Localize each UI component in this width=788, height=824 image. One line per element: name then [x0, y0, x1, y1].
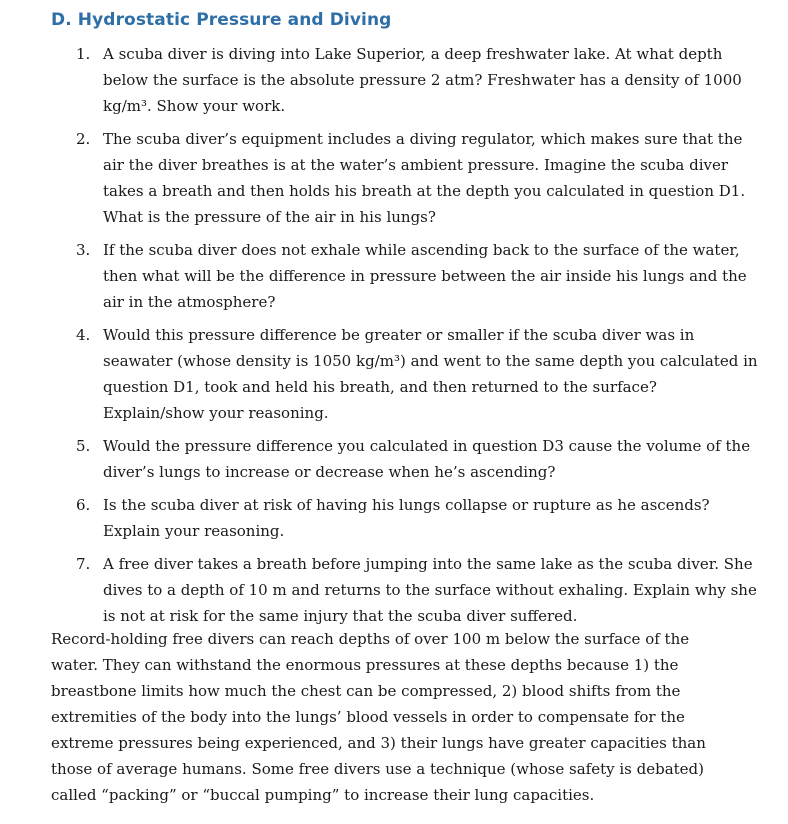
question-text: A scuba diver is diving into Lake Superior, a deep freshwater lake. At what depth below the surface is the absolute pressure 2 atm? Freshwater has a density of 1000 kg/m³. Show your work. [103, 45, 742, 115]
question-number: 4. [76, 326, 91, 344]
question-number: 2. [76, 130, 91, 148]
question-text: A free diver takes a breath before jumping into the same lake as the scuba diver. She dives to a depth of 10 m and returns to the surface without exhaling. Explain why she is not at risk for the same injury that the scuba diver suffered. [103, 555, 757, 625]
question-item-2 [0, 126, 788, 230]
question-number: 5. [76, 437, 91, 455]
question-number: 1. [76, 45, 91, 63]
question-item-3 [0, 237, 788, 315]
question-number: 3. [76, 241, 91, 259]
question-number: 7. [76, 555, 91, 573]
question-text: Would this pressure difference be greater or smaller if the scuba diver was in seawater (whose density is 1050 kg/m³) and went to the same depth you calculated in question D1, took and held his breath, and then returned to the surface? Explain/show your reasoning. [103, 326, 758, 422]
question-text: Would the pressure difference you calculated in question D3 cause the volume of the diver’s lungs to increase or decrease when he’s ascending? [103, 437, 751, 481]
question-item-6 [0, 492, 788, 544]
question-item-5 [0, 433, 788, 485]
question-text: The scuba diver’s equipment includes a diving regulator, which makes sure that the air the diver breathes is at the water’s ambient pressure. Imagine the scuba diver takes a breath and then holds his breath at the depth you calculated in question D1. What is the pressure of the air in his lungs? [103, 130, 746, 226]
question-text: If the scuba diver does not exhale while ascending back to the surface of the water, then what will be the difference in pressure between the air inside his lungs and the air in the atmosphere? [103, 241, 747, 311]
question-item-4 [0, 322, 788, 426]
section-heading: D. Hydrostatic Pressure and Diving [51, 10, 392, 30]
question-list [0, 41, 788, 636]
question-item-7 [0, 551, 788, 629]
question-number: 6. [76, 496, 91, 514]
question-text: Is the scuba diver at risk of having his lungs collapse or rupture as he ascends? Explain your reasoning. [103, 496, 710, 540]
question-item-1 [0, 41, 788, 119]
free-diver-paragraph: Record-holding free divers can reach depths of over 100 m below the surface of the water. They can withstand the enormous pressures at these depths because 1) the breastbone limits how much the chest can be compressed, 2) blood shifts from the extremities of the body into the lungs’ blood vessels in order to compensate for the extreme pressures being experienced, and 3) their lungs have greater capacities than those of average humans. Some free divers use a technique (whose safety is debated) called “packing” or “buccal pumping” to increase their lung capacities. [51, 630, 706, 804]
